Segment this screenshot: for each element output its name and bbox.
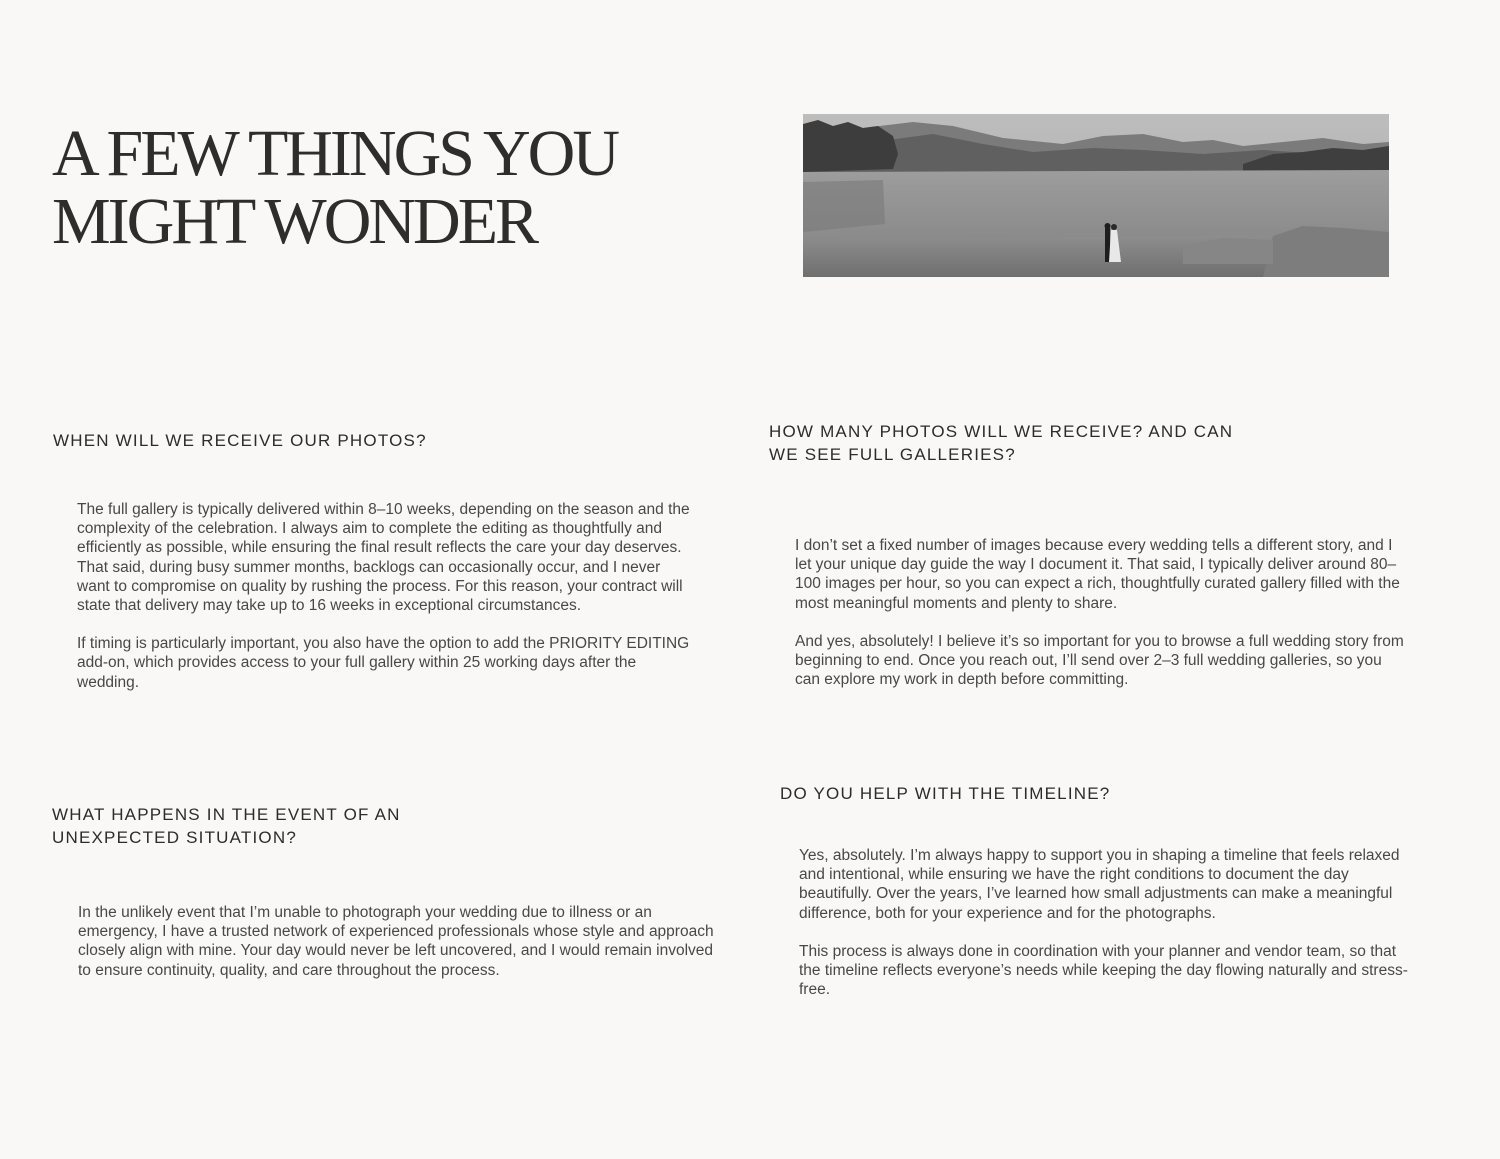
faq-answer-timeline-paragraph-2: This process is always done in coordination with your planner and vendor team, so that the timeline reflects everyone’s needs while keeping the day flowing naturally and stress-free. (799, 942, 1408, 999)
page-title (52, 117, 692, 258)
faq-question-photo-count (769, 420, 1249, 466)
faq-question-timeline (780, 782, 1110, 805)
faq-answer-delivery-paragraph-1: The full gallery is typically delivered within 8–10 weeks, depending on the season and the complexity of the celebration. I always aim to complete the editing as thoughtfully and efficiently as possible, while ensuring the final result reflects the care your day deserves. That said, during busy summer months, backlogs can occasionally occur, and I never want to compromise on quality by rushing the process. For this reason, your contract will state that delivery may take up to 16 weeks in exceptional circumstances. (77, 501, 690, 615)
faq-answer-delivery (77, 500, 697, 692)
faq-answer-unexpected-paragraph-1: In the unlikely event that I’m unable to photograph your wedding due to illness or an emergency, I have a trusted network of experienced professionals whose style and approach closely align with mine. Your day would never be left uncovered, and I would remain involved to ensure continuity, quality, and care throughout the process. (78, 904, 714, 979)
faq-answer-timeline-paragraph-1: Yes, absolutely. I’m always happy to support you in shaping a timeline that feels relaxed and intentional, while ensuring we have the right conditions to document the day beautifully. Over the years, I’ve learned how small adjustments can make a meaningful difference, both for your experience and for the photographs. (799, 847, 1400, 922)
faq-answer-delivery-paragraph-2: If timing is particularly important, you also have the option to add the PRIORITY EDITING add-on, which provides access to your full gallery within 25 working days after the wedding. (77, 635, 690, 691)
faq-question-delivery (53, 429, 427, 452)
page-title-line-1: A FEW THINGS YOU (52, 117, 617, 190)
faq-answer-timeline (799, 846, 1414, 999)
faq-question-photo-count-line-1: HOW MANY PHOTOS WILL WE RECEIVE? AND CAN (769, 422, 1234, 441)
faq-answer-photo-count (795, 536, 1407, 689)
faq-answer-photo-count-paragraph-2: And yes, absolutely! I believe it’s so important for you to browse a full wedding story from beginning to end. Once you reach out, I’ll send over 2–3 full wedding galleries, so you can explore my work in depth before committing. (795, 632, 1404, 689)
faq-question-timeline-line-1: DO YOU HELP WITH THE TIMELINE? (780, 784, 1111, 803)
faq-question-unexpected-line-1: WHAT HAPPENS IN THE EVENT OF AN (52, 805, 401, 824)
faq-question-delivery-line-1: WHEN WILL WE RECEIVE OUR PHOTOS? (53, 431, 427, 450)
hero-photo (803, 114, 1389, 277)
faq-question-unexpected (52, 803, 472, 849)
faq-answer-unexpected (78, 903, 723, 980)
page-title-line-2: MIGHT WONDER (52, 185, 537, 258)
faq-question-unexpected-line-2: UNEXPECTED SITUATION? (52, 828, 297, 847)
faq-answer-photo-count-paragraph-1: I don’t set a fixed number of images because every wedding tells a different story, and I let your unique day guide the way I document it. That said, I typically deliver around 80–100 images per hour, so you can expect a rich, thoughtfully curated gallery filled with the most meaningful moments and plenty to share. (795, 537, 1400, 612)
lake-landscape-image (803, 114, 1389, 277)
faq-question-photo-count-line-2: WE SEE FULL GALLERIES? (769, 445, 1016, 464)
